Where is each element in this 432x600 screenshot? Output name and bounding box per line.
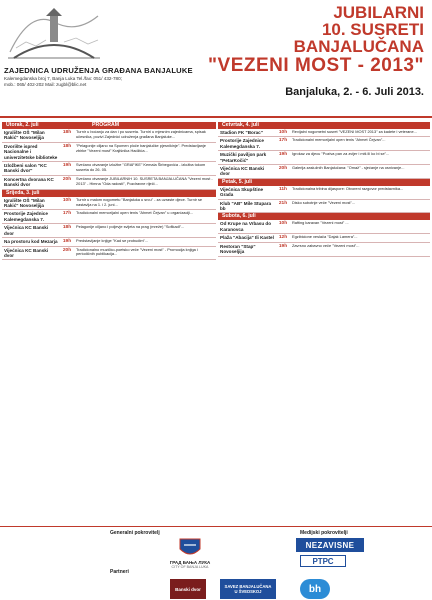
nezavisne-logo: NEZAVISNE [296, 538, 364, 552]
event-location: Klub "AB" Mile Stupara bb [220, 200, 272, 212]
event-time: 18h [62, 130, 72, 135]
program-label: PROGRAM [92, 122, 120, 128]
event-description: Tradicionalni memorijalni open tenis "Ahmet Čejvan"... [292, 137, 386, 143]
event-description: Predstavljanje knjige "Kad se probudim"... [76, 238, 149, 244]
city-coat-of-arms-icon [178, 537, 202, 559]
banski-dvor-logo: Banski dvor [170, 579, 206, 599]
day-header [218, 122, 430, 129]
city-name-latin: CITY OF BANJA LUKA [171, 565, 209, 569]
day-header [2, 190, 216, 197]
event-location: Prostorije Zajednice Kalemegdanska 7. [4, 211, 48, 222]
event-description: Tradicionalna tribina dijaspore: Otvoreni razgovor predstavnika... [292, 185, 404, 191]
day-label: Petak, 5. juli [222, 178, 252, 185]
header-divider [0, 116, 432, 118]
program-row [2, 238, 216, 246]
media-sponsors-title: Medijski pokrovitelji [300, 530, 348, 536]
event-description: Turnir u boćanju za dan i po susreta. Turniri u mjesnim zajednicama, spisak učesnika, pozivi Zajednici udruženja građana Banjaluke... [76, 129, 206, 139]
program-left-column [2, 122, 216, 260]
title-jubilarni: JUBILARNI [333, 3, 424, 22]
program-row [2, 210, 216, 224]
partners-title: Partneri [110, 569, 129, 575]
event-location: Vijećnica Skupštine Grada [220, 186, 264, 198]
event-time: 19h [62, 163, 72, 169]
event-description: Pelagonije ciljano i poljevje svijeta na prag (mreže) "Sofikadi"... [76, 224, 185, 230]
day-label: Utorak, 2. juli [6, 122, 39, 128]
event-time: 12h [278, 235, 288, 241]
event-location: Prostorije Zajednice Kalemegdanska 7. [220, 138, 264, 149]
event-description: Zavrsno zabavno veče "Vezeni most"... [292, 242, 360, 248]
program-row [218, 129, 430, 137]
event-time: 21h [278, 200, 288, 206]
event-description: Revijalni nogometni susret "VEZENI MOST 2013" za kadete i veterane... [292, 129, 417, 134]
event-description: Egzibicione veslača "Dajak Lamera"... [292, 234, 358, 240]
rtrs-logo: РТРС [300, 555, 346, 567]
event-time: 18h [62, 143, 72, 149]
event-location: Stadion FK "Borac" [220, 130, 263, 135]
bridge-emblem [6, 2, 102, 66]
event-location: Igralište OŠ "Milan Rakić" Novoseljija [4, 197, 45, 209]
program-row [2, 176, 216, 190]
event-time: 20h [62, 247, 72, 253]
program-row [2, 143, 216, 162]
event-description: Svečano otvaranje JUBILARNIH 10. SUSRETA BANJALUČANA "Vezeni most - 2013" - Himna "Oda radosti", Pozdravne riječi... [76, 175, 213, 186]
title-banjalucana: BANJALUČANA [293, 37, 424, 56]
event-location: Vijećnica KC Banski dvor [220, 166, 265, 177]
event-time: 20h [62, 176, 72, 182]
event-description: Svečano otvaranje izložbe "GRAFIKE" Kemala Širbegovića - izložba tokom susreta do 26. 05. [76, 162, 206, 172]
event-description: Rafting karavan "Vezeni most" ... [292, 220, 349, 226]
organization-name: ZAJEDNICA UDRUŽENJA GRAĐANA BANJALUKE [4, 66, 193, 75]
savez-banjalucana-logo [220, 579, 276, 599]
savez-line-2: U ŠVEDSKOJ [234, 589, 262, 594]
page-header [0, 0, 432, 128]
event-time: 10h [62, 197, 72, 203]
sponsors-footer [0, 526, 432, 600]
event-time: 19h [278, 243, 288, 249]
program-row [218, 151, 430, 165]
day-header [2, 122, 216, 129]
program-row [218, 137, 430, 151]
day-header [218, 179, 430, 186]
city-name: ГРАД БАЊА ЛУКА [169, 560, 211, 565]
program-row [218, 186, 430, 200]
event-description: Turnir u malom nogometu "Banjaluka u srcu" - za uzraste djece. Turnir se nastavlja na 1. i 2. juni... [76, 196, 203, 207]
event-title [184, 4, 424, 76]
program-row [2, 197, 216, 211]
event-description: Galerija zaslužnih Banjalučana: "Omaž" - sjećanje na osnivanje... [292, 165, 405, 171]
program-row [2, 247, 216, 261]
event-time: 20h [278, 166, 288, 172]
program-row [218, 200, 430, 214]
event-dates: Banjaluka, 2. - 6. Juli 2013. [285, 86, 424, 98]
day-header [218, 213, 430, 220]
title-vezeni-most: "VEZENI MOST - 2013" [208, 55, 424, 76]
event-location: Na prostoru kod Mezarja [4, 239, 58, 245]
program-row [2, 162, 216, 176]
day-label: Subota, 6. juli [222, 213, 256, 220]
event-location: Vijećnica KC Banski dvor [4, 225, 49, 236]
savez-line-1: SAVEZ BANJALUČANA [224, 584, 272, 589]
program-row [2, 129, 216, 143]
general-sponsor-title: Generalni pokrovitelj [110, 530, 160, 536]
title-susreti: 10. SUSRETI [321, 20, 424, 39]
event-time: 19h [62, 239, 72, 245]
event-description: Tradicionalno muzičko-poetsko veče "Vezeni most" - Promocija knjiga i periodičnih publikacija... [76, 246, 198, 257]
event-description: Tradicionalni memorijalni open tenis "Ahmet Čejvan" u organizaciji... [76, 210, 194, 216]
bh-logo: bh [300, 579, 330, 599]
event-location: Igralište OŠ "Milan Rakić" Novoseljija [4, 130, 45, 141]
event-location: Izložbeni salon "KC Banski dvor" [4, 163, 47, 174]
event-location: Plaža "Abacija" Ili Kastel [220, 235, 274, 241]
event-description: Igrokaz za djecu "Poziva pan za zvijer i miš ili ko bi se"... [292, 151, 390, 157]
program-row [2, 224, 216, 238]
day-label: Četvrtak, 4. juli [222, 122, 259, 128]
event-time: 18h [62, 225, 72, 231]
event-time: 10h [278, 130, 288, 135]
program-row [218, 234, 430, 242]
organization-mobile: mob.: 065/ 402-202 Mail: zugbl@blic.net [4, 82, 87, 87]
event-location: Vijećnica KC Banski dvor [4, 247, 49, 258]
day-label: Srijeda, 3. juli [6, 189, 40, 196]
program-row [218, 220, 430, 234]
event-time: 10h [278, 221, 288, 227]
event-time: 17h [278, 138, 288, 144]
program-right-column [218, 122, 430, 257]
program-row [218, 243, 430, 257]
organization-address: Kalemegdanska broj 7, Banja Luka Tel./fax: 051/ 432-780; [4, 76, 122, 81]
event-location: Koncertna dvorana KC Banski dvor [4, 176, 54, 188]
event-location: Od Krupe na Vrbasu do Karanovca [220, 221, 272, 232]
event-time: 17h [62, 211, 72, 217]
event-description: Disko subotnje veče "Vezeni most"... [292, 199, 356, 205]
event-time: 19h [278, 152, 288, 158]
event-time: 11h [278, 186, 287, 192]
event-location: Muzički paviljon park "PetarKočić" [220, 152, 267, 163]
program-row [218, 165, 430, 179]
event-description: "Pelagonije ciljano na Spomen ploče banjalučke pjesnikinje". Predstavljanje zbirke "Vezeni most" Krajišnika Hadžića... [76, 142, 206, 153]
event-location: Dvorište ispred Nacionalne i univerzitetske biblioteke [4, 143, 58, 160]
event-location: Restoran "Stap" Novoseljija [220, 243, 256, 255]
